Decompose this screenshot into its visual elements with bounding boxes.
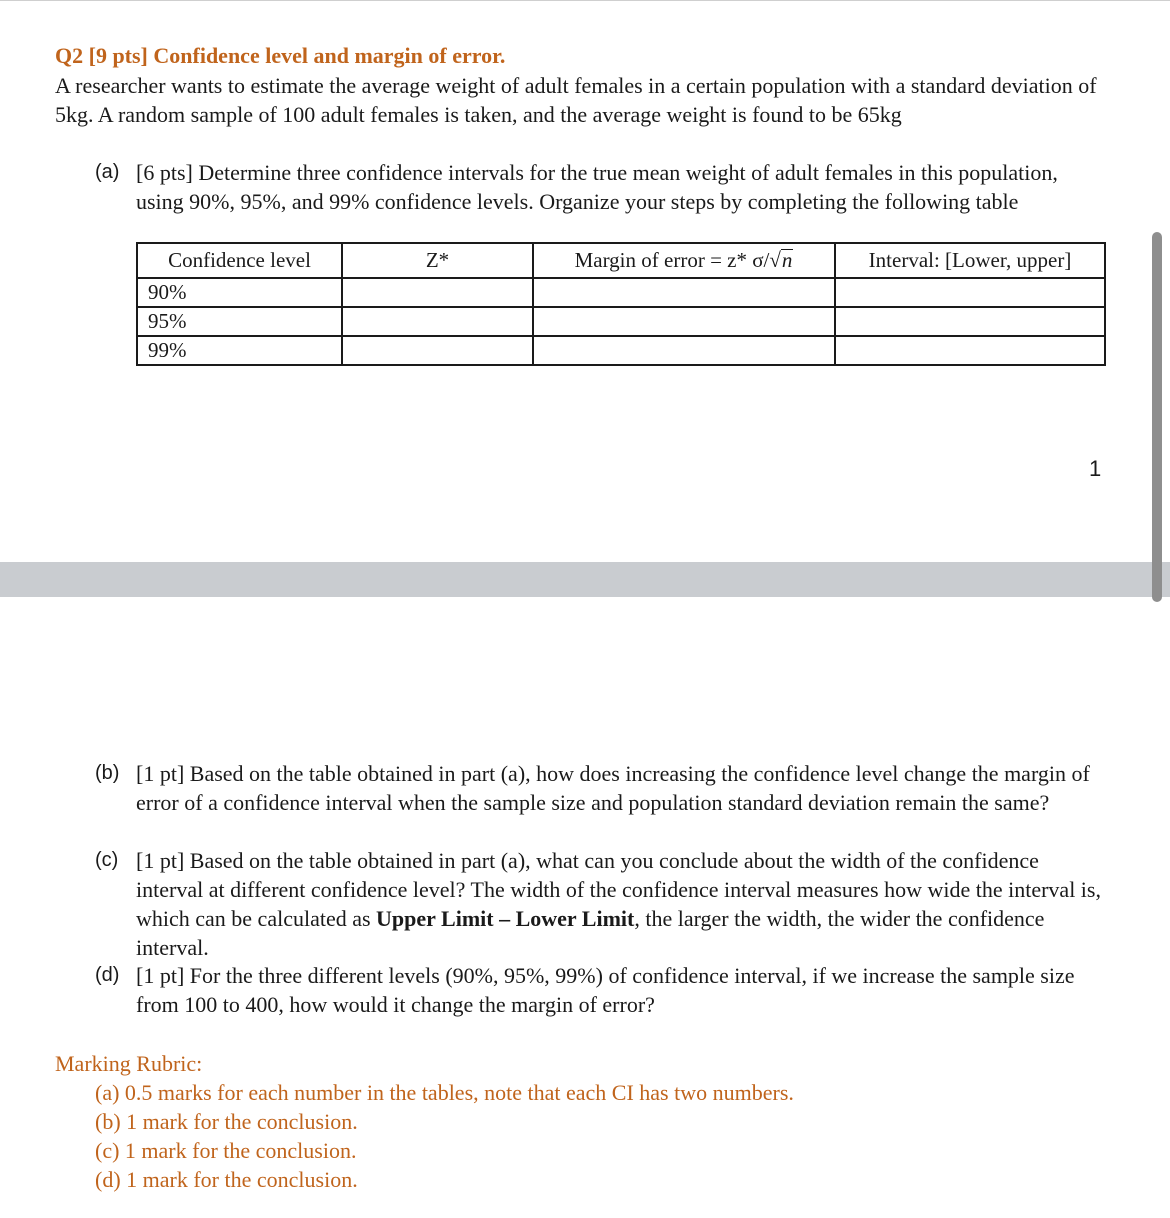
page-number: 1 [1089, 456, 1102, 481]
table-row [137, 336, 1105, 365]
part-c-text-before: [1 pt] Based on the table obtained in part (a), what can you conclude about the width of the confidence interval at different confidence level? The width of the confidence interval measures how wide the interval is, which can be calculated as [136, 848, 1101, 931]
part-b-text: [1 pt] Based on the table obtained in part (a), how does increasing the confidence level change the margin of error of a confidence interval when the sample size and population standard deviation remain the same? [136, 761, 1090, 815]
row-99-z [342, 336, 533, 365]
rubric-item: (b) 1 mark for the conclusion. [95, 1109, 358, 1134]
header-confidence-level: Confidence level [137, 243, 342, 278]
row-90-z [342, 278, 533, 307]
rubric-item: (c) 1 mark for the conclusion. [95, 1138, 357, 1163]
part-c-text-after: , the larger the width, the wider the confidence interval. [136, 906, 1045, 960]
part-a [95, 158, 1105, 216]
question-title: Q2 [9 pts] Confidence level and margin of error. [55, 43, 506, 68]
margin-formula-text: Margin of error = z* σ/√ [574, 248, 781, 272]
question-intro: A researcher wants to estimate the average weight of adult females in a certain population with a standard deviation of 5kg. A random sample of 100 adult females is taken, and the average weight is found to be 65kg [55, 73, 1097, 127]
rubric-title: Marking Rubric: [55, 1051, 203, 1076]
part-d-label: (d) [95, 964, 120, 986]
marking-rubric [55, 1049, 794, 1194]
page-separator [0, 562, 1170, 597]
row-99-margin [533, 336, 835, 365]
part-a-label: (a) [95, 161, 120, 183]
header-margin-of-error [533, 243, 835, 278]
confidence-interval-table [136, 242, 1106, 366]
part-c [95, 846, 1105, 962]
part-c-bold-formula: Upper Limit – Lower Limit [376, 906, 635, 931]
part-b-label: (b) [95, 762, 120, 784]
table-row [137, 278, 1105, 307]
header-z-star: Z* [342, 243, 533, 278]
part-b [95, 759, 1105, 817]
row-95-z [342, 307, 533, 336]
row-95-margin [533, 307, 835, 336]
row-90-margin [533, 278, 835, 307]
header-interval: Interval: [Lower, upper] [835, 243, 1105, 278]
part-d [95, 961, 1105, 1019]
table-row [137, 307, 1105, 336]
row-90-level: 90% [137, 278, 342, 307]
part-c-text [136, 846, 1105, 962]
rubric-item: (a) 0.5 marks for each number in the tables, note that each CI has two numbers. [95, 1080, 794, 1105]
row-90-interval [835, 278, 1105, 307]
row-95-interval [835, 307, 1105, 336]
part-d-text: [1 pt] For the three different levels (90%, 95%, 99%) of confidence interval, if we increase the sample size from 100 to 400, how would it change the margin of error? [136, 963, 1075, 1017]
sqrt-n: n [781, 248, 793, 272]
row-99-interval [835, 336, 1105, 365]
row-95-level: 95% [137, 307, 342, 336]
row-99-level: 99% [137, 336, 342, 365]
part-a-text: [6 pts] Determine three confidence intervals for the true mean weight of adult females in this population, using 90%, 95%, and 99% confidence levels. Organize your steps by completing the following table [136, 160, 1058, 214]
rubric-item: (d) 1 mark for the conclusion. [95, 1167, 358, 1192]
vertical-scrollbar[interactable] [1152, 232, 1162, 602]
part-c-label: (c) [95, 849, 119, 871]
document-page-1 [0, 0, 1170, 562]
table-header-row [137, 243, 1105, 278]
